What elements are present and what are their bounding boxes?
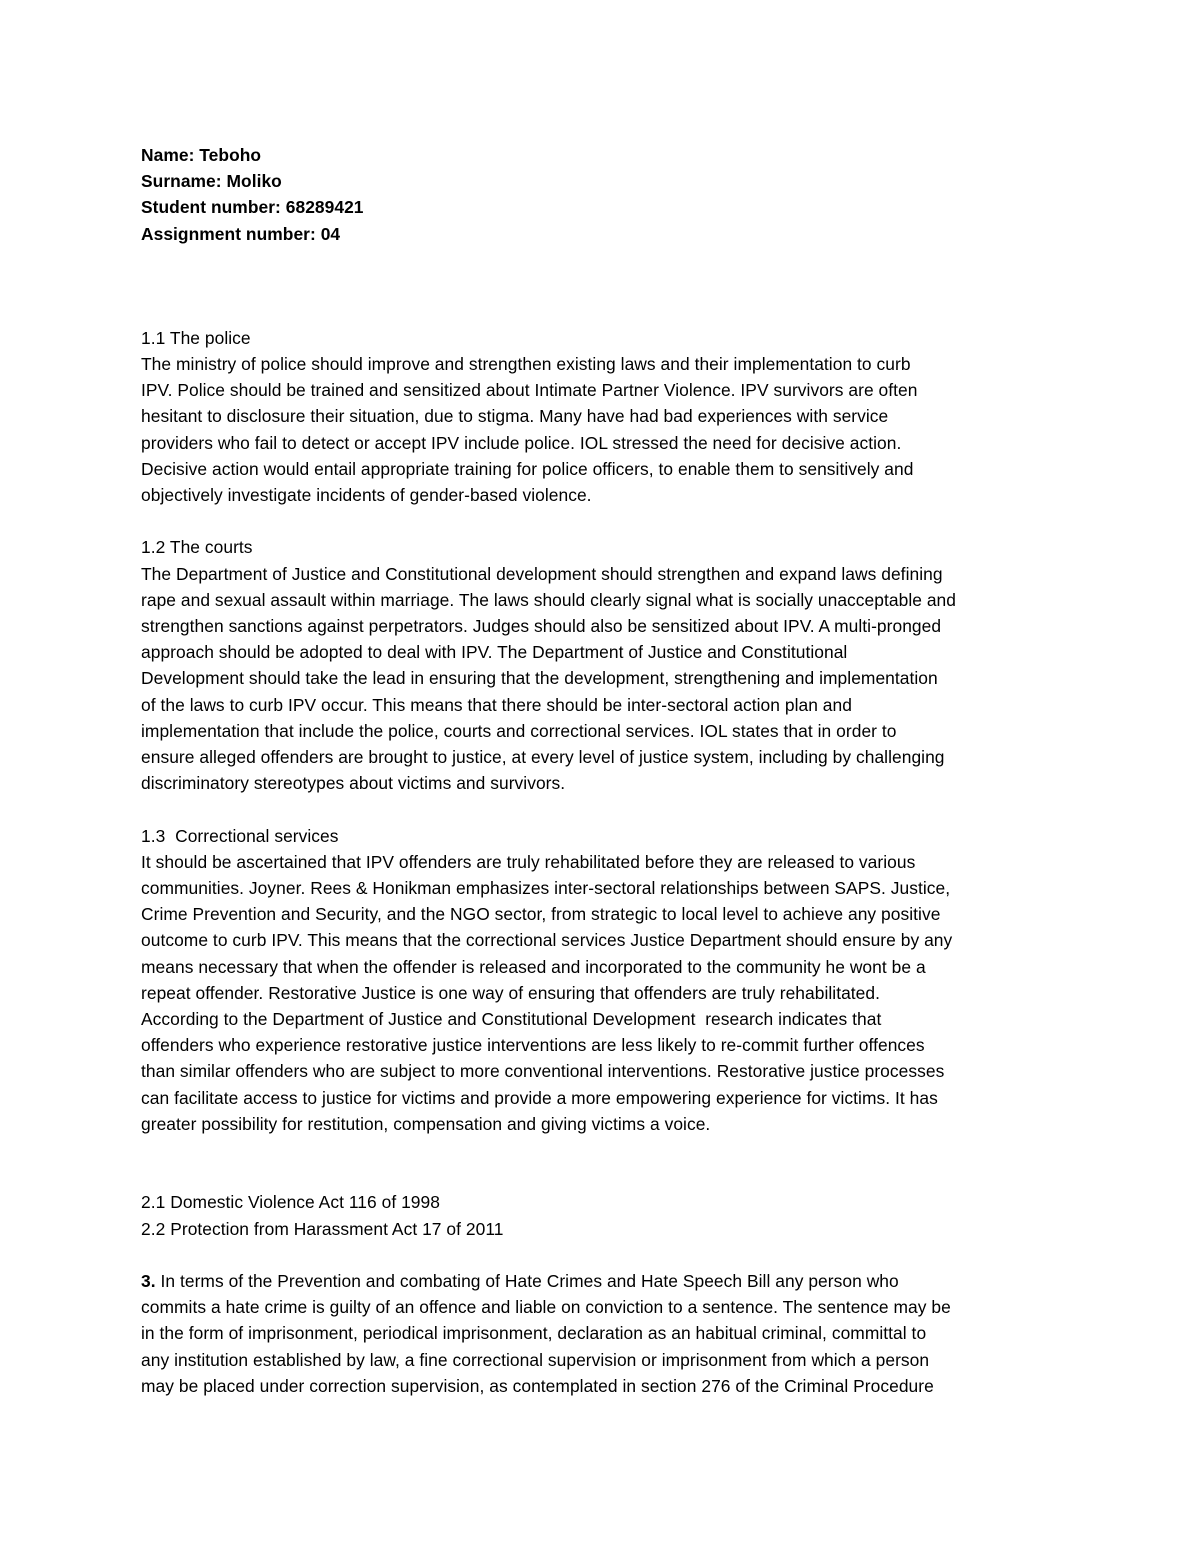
section-paragraph xyxy=(141,351,1071,508)
act-item: 2.2 Protection from Harassment Act 17 of 2011 xyxy=(141,1218,504,1239)
paragraph-line: rape and sexual assault within marriage. The laws should clearly signal what is socially unacceptable and xyxy=(141,589,957,610)
section-acts xyxy=(141,1189,1071,1241)
paragraph-line: discriminatory stereotypes about victims and survivors. xyxy=(141,773,566,794)
paragraph-line: In terms of the Prevention and combating of Hate Crimes and Hate Speech Bill any person who xyxy=(155,1271,899,1292)
paragraph-line: than similar offenders who are subject to more conventional interventions. Restorative justice processes xyxy=(141,1061,945,1082)
paragraph-line: communities. Joyner. Rees & Honikman emphasizes inter-sectoral relationships between SAPS. Justice, xyxy=(141,878,951,899)
student-number: Student number: 68289421 xyxy=(141,197,364,218)
paragraph-line: any institution established by law, a fine correctional supervision or imprisonment from which a person xyxy=(141,1349,930,1370)
paragraph-line: greater possibility for restitution, compensation and giving victims a voice. xyxy=(141,1113,711,1134)
paragraph-line: may be placed under correction supervision, as contemplated in section 276 of the Criminal Procedure xyxy=(141,1375,934,1396)
paragraph-line: Development should take the lead in ensuring that the development, strengthening and implementation xyxy=(141,668,938,689)
section-heading: 1.3 Correctional services xyxy=(141,825,339,846)
paragraph-line: According to the Department of Justice and Constitutional Development research indicates that xyxy=(141,1009,882,1030)
paragraph-line: outcome to curb IPV. This means that the correctional services Justice Department should ensure by any xyxy=(141,930,953,951)
document-page xyxy=(141,142,1071,1399)
section-number: 3. xyxy=(141,1271,156,1292)
section-hate-crimes xyxy=(141,1268,1071,1399)
assignment-number: Assignment number: 04 xyxy=(141,223,341,244)
paragraph-line: The ministry of police should improve and strengthen existing laws and their implementation to curb xyxy=(141,354,911,375)
paragraph-line: commits a hate crime is guilty of an offence and liable on conviction to a sentence. The sentence may be xyxy=(141,1297,951,1318)
paragraph-line: in the form of imprisonment, periodical imprisonment, declaration as an habitual criminal, committal to xyxy=(141,1323,927,1344)
paragraph-line: of the laws to curb IPV occur. This means that there should be inter-sectoral action plan and xyxy=(141,694,852,715)
section-heading: 1.1 The police xyxy=(141,327,251,348)
paragraph-line: providers who fail to detect or accept IPV include police. IOL stressed the need for decisive action. xyxy=(141,432,902,453)
section-heading: 1.2 The courts xyxy=(141,537,253,558)
paragraph-line: approach should be adopted to deal with IPV. The Department of Justice and Constitutional xyxy=(141,642,848,663)
paragraph-line: ensure alleged offenders are brought to justice, at every level of justice system, including by challenging xyxy=(141,747,945,768)
section-paragraph xyxy=(141,849,1071,1137)
paragraph-line: The Department of Justice and Constitutional development should strengthen and expand laws defining xyxy=(141,563,943,584)
paragraph-line: strengthen sanctions against perpetrators. Judges should also be sensitized about IPV. A multi-pronged xyxy=(141,616,942,637)
act-item: 2.1 Domestic Violence Act 116 of 1998 xyxy=(141,1192,440,1213)
section-police xyxy=(141,325,1071,508)
section-paragraph xyxy=(141,1268,1071,1399)
student-name: Name: Teboho xyxy=(141,145,262,165)
paragraph-line: Decisive action would entail appropriate training for police officers, to enable them to sensitively and xyxy=(141,458,914,479)
paragraph-line: repeat offender. Restorative Justice is one way of ensuring that offenders are truly rehabilitated. xyxy=(141,982,881,1003)
paragraph-line: can facilitate access to justice for victims and provide a more empowering experience for victims. It has xyxy=(141,1087,938,1108)
paragraph-line: implementation that include the police, courts and correctional services. IOL states that in order to xyxy=(141,720,897,741)
section-paragraph xyxy=(141,561,1071,797)
student-surname: Surname: Moliko xyxy=(141,171,282,192)
paragraph-line: hesitant to disclosure their situation, due to stigma. Many have had bad experiences with service xyxy=(141,406,889,427)
paragraph-line: objectively investigate incidents of gender-based violence. xyxy=(141,485,592,506)
student-details xyxy=(141,142,1071,247)
section-courts xyxy=(141,534,1071,796)
paragraph-line: IPV. Police should be trained and sensitized about Intimate Partner Violence. IPV survivors are often xyxy=(141,380,918,401)
section-correctional-services xyxy=(141,823,1071,1137)
paragraph-line: It should be ascertained that IPV offenders are truly rehabilitated before they are released to various xyxy=(141,851,916,872)
paragraph-first-line xyxy=(141,1268,1071,1294)
paragraph-line: Crime Prevention and Security, and the NGO sector, from strategic to local level to achieve any positive xyxy=(141,904,941,925)
paragraph-line: offenders who experience restorative justice interventions are less likely to re-commit further offences xyxy=(141,1035,925,1056)
paragraph-line: means necessary that when the offender is released and incorporated to the community he wont be a xyxy=(141,956,926,977)
